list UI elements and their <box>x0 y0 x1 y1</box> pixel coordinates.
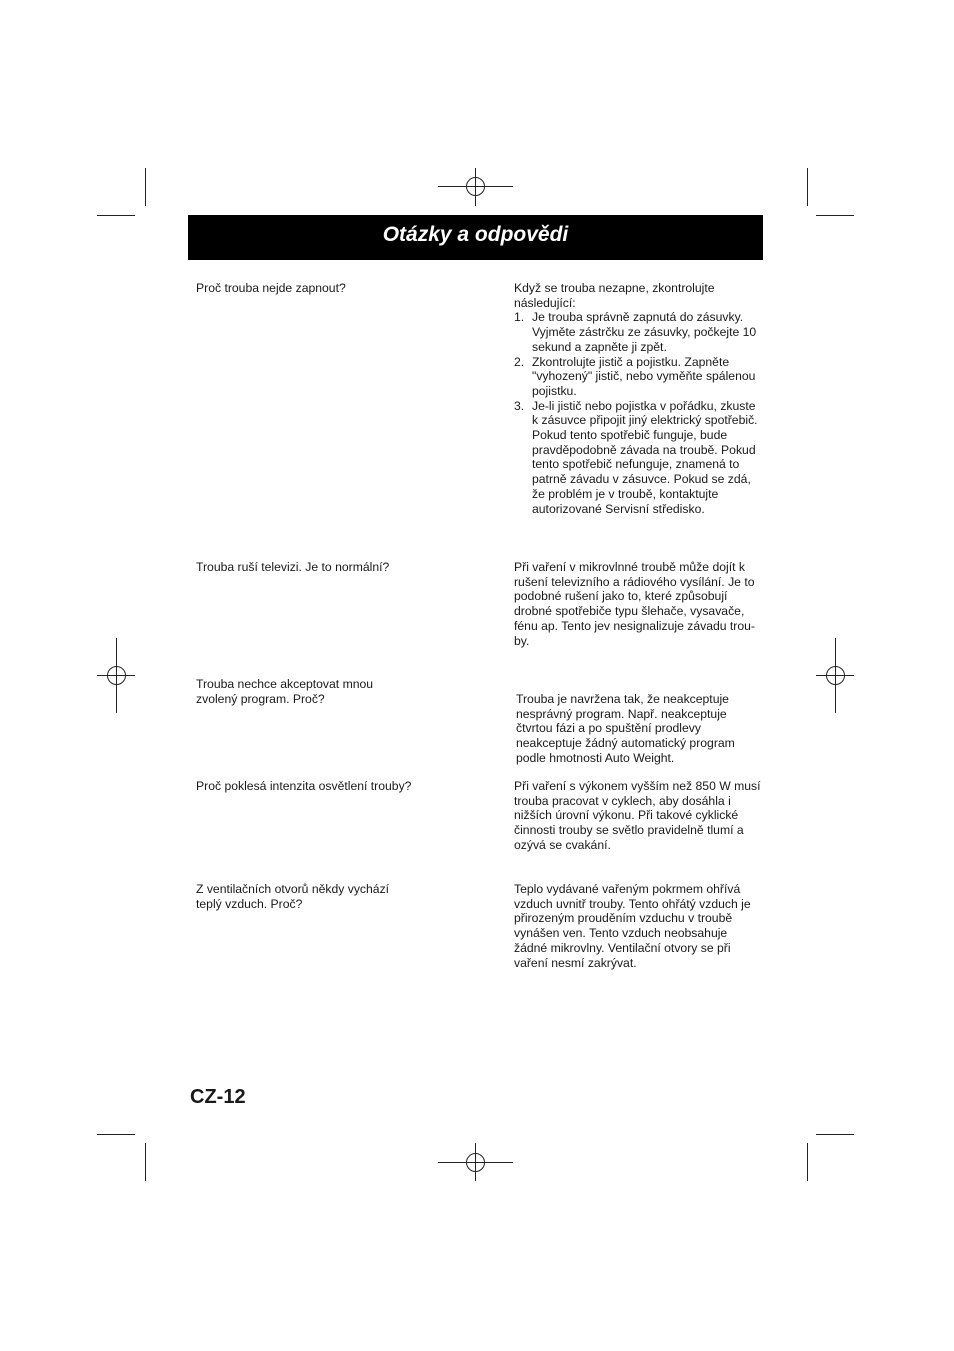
answer-4: Při vaření s výkonem vyšším než 850 W musí trouba pracovat v cyklech, aby dosáhla i nižších úrovní výkonu. Při takové cyklické činnosti trouby se světlo pravidelně tlumí a ozývá se cvakání. <box>514 779 761 852</box>
answer-1 <box>514 281 764 516</box>
page-title: Otázky a odpovědi <box>382 223 569 246</box>
question-4: Proč poklesá intenzita osvětlení trouby? <box>196 779 412 793</box>
answer-step: 1. Je trouba správně zapnutá do zásuvky. Vyjměte zástrčku ze zásuvky, počkejte 10 sekund a zapněte ji zpět. <box>514 310 757 354</box>
question-2: Trouba ruší televizi. Je to normální? <box>196 560 390 574</box>
answer-5: Teplo vydávané vařeným pokrmem ohřívá vzduch uvnitř trouby. Tento ohřátý vzduch je přirozeným prouděním vzduchu v troubě vynášen ven. Tento vzduch neobsahuje žádné mikrovlny. Ventilační otvory se při vaření nesmí zakrývat. <box>514 882 751 970</box>
answer-3: Trouba je navržena tak, že neakceptuje nesprávný program. Např. neakceptuje čtvrtou fázi a po spuštění prodlevy neakceptuje žádný automatický program podle hmotnosti Auto Weight. <box>516 692 735 765</box>
question-5: Z ventilačních otvorů někdy vychází teplý vzduch. Proč? <box>196 882 390 911</box>
question-1: Proč trouba nejde zapnout? <box>196 281 346 295</box>
answer-step: 3. Je-li jistič nebo pojistka v pořádku, zkuste k zásuvce připojit jiný elektrický spotřebič. Pokud tento spotřebič funguje, bude pravděpodobně závada na troubě. Pokud tento spotřebič nefunguje, znamená to patrně závadu v zásuvce. Pokud se zdá, že problém je v troubě, kontaktujte autorizované Servisní středisko. <box>514 398 758 516</box>
page-number: CZ-12 <box>190 1086 246 1108</box>
answer-steps <box>514 310 764 516</box>
crop-mark <box>807 1143 808 1181</box>
crop-mark <box>816 215 854 216</box>
answer-step: 2. Zkontrolujte jistič a pojistku. Zapněte "vyhozený" jistič, nebo vyměňte spálenou pojistku. <box>514 354 756 398</box>
crop-mark <box>816 1134 854 1135</box>
crop-mark <box>97 1134 135 1135</box>
crop-mark <box>145 1143 146 1181</box>
answer-intro: Když se trouba nezapne, zkontrolujte následující: <box>514 281 715 310</box>
crop-mark <box>145 168 146 206</box>
section-header <box>188 215 763 260</box>
question-3: Trouba nechce akceptovat mnou zvolený program. Proč? <box>196 677 374 706</box>
answer-2: Při vaření v mikrovlnné troubě může dojít k rušení televizního a rádiového vysílání. Je to podobné rušení jako to, které způsobují drobné spotřebiče typu šlehače, vysavače, fénu ap. Tento jev nesignalizuje závadu trou-by. <box>514 560 755 648</box>
crop-mark <box>97 215 135 216</box>
crop-mark <box>807 168 808 206</box>
